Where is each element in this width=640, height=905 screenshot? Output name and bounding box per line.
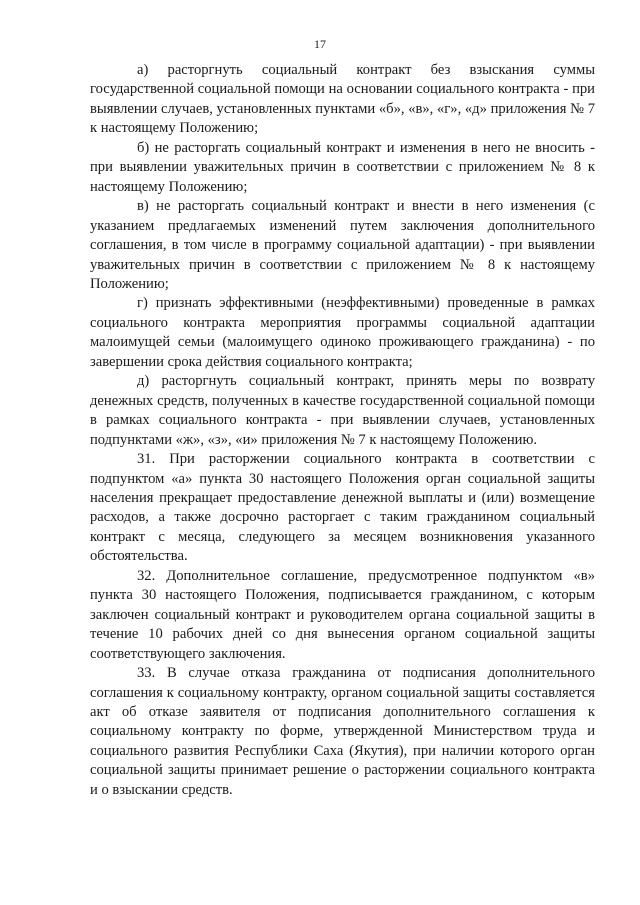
subpoint-b: б) не расторгать социальный контракт и изменения в него не вносить - при выявлении уважительных причин в соответствии с приложением № 8 к настоящему Положению; [90,139,595,195]
document-body [90,61,595,800]
subpoint-v: в) не расторгать социальный контракт и внести в него изменения (с указанием предлагаемых изменений путем заключения дополнительного соглашения, в том числе в программу социальной адаптации) - при выявлении уважительных причин в соответствии с приложением № 8 к настоящему Положению; [90,198,595,292]
clause-33: 33. В случае отказа гражданина от подписания дополнительного соглашения к социальному контракту, органом социальной защиты составляется акт об отказе заявителя от подписания дополнительного соглашения к социальному контракту по форме, утвержденной Министерством труда и социального развития Республики Саха (Якутия), при наличии которого орган социальной защиты принимает решение о расторжении социального контракта и о взыскании средств. [90,665,595,798]
page-number: 17 [314,37,326,51]
subpoint-g: г) признать эффективными (неэффективными) проведенные в рамках социального контракта мероприятия программы социальной адаптации малоимущей семьи (малоимущего одиноко проживающего гражданина) - по завершении срока действия социального контракта; [90,295,595,370]
clause-31: 31. При расторжении социального контракта в соответствии с подпунктом «а» пункта 30 настоящего Положения орган социальной защиты населения прекращает предоставление денежной выплаты и (или) возмещение расходов, а также досрочно расторгает с таким гражданином социальный контракт с месяца, следующего за месяцем возникновения указанного обстоятельства. [90,451,595,565]
subpoint-a: а) расторгнуть социальный контракт без взыскания суммы государственной социальной помощи на основании социального контракта - при выявлении случаев, установленных пунктами «б», «в», «г», «д» приложения № 7 к настоящему Положению; [90,62,595,137]
clause-32: 32. Дополнительное соглашение, предусмотренное подпунктом «в» пункта 30 настоящего Положения, подписывается гражданином, с которым заключен социальный контракт и руководителем органа социальной защиты в течение 10 рабочих дней со дня вынесения органом социальной защиты соответствующего заключения. [90,567,595,662]
subpoint-d: д) расторгнуть социальный контракт, принять меры по возврату денежных средств, полученных в качестве государственной социальной помощи в рамках социального контракта - при выявлении случаев, установленных подпунктами «ж», «з», «и» приложения № 7 к настоящему Положению. [90,373,595,448]
